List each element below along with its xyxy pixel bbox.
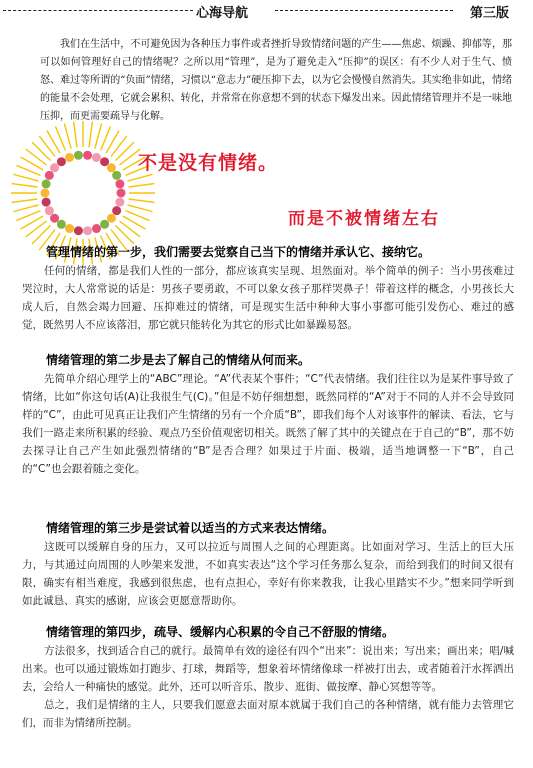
- flower-dot: [107, 163, 116, 172]
- sun-ray: [95, 123, 102, 148]
- section-step-2: [22, 352, 514, 478]
- flower-dot: [57, 220, 66, 229]
- sun-ray: [127, 205, 152, 212]
- closing-paragraph: 总之，我们是情绪的主人，只要我们愿意去面对原本就属于我们自己的各种情绪，就有能力去管理它们，而非为情绪所控制。: [22, 699, 514, 729]
- sun-ray: [39, 136, 55, 157]
- flower-dot: [115, 179, 124, 188]
- section-heading: 情绪管理的第二步是去了解自己的情绪从何而来。: [46, 353, 311, 367]
- edition-label: 第三版: [470, 6, 510, 21]
- flower-dot: [74, 226, 83, 235]
- sun-ray: [116, 142, 134, 160]
- section-step-1: [22, 244, 514, 334]
- sun-ray: [74, 122, 77, 148]
- flower-dot: [57, 157, 66, 166]
- newsletter-title: 心海导航: [196, 6, 249, 21]
- section-body: 方法很多，找到适合自己的就行。最简单有效的途径有四个“出来”：说出来；写出来；画出来；唱/喊出来。也可以通过锻炼如打跑步、打球，舞蹈等，想象着坏情绪像球一样被打出去，或者随着汗水挥洒出去，会给人一种痛快的感觉。此外，还可以听音乐、散步、逛街、做按摩、静心冥想等等。: [22, 645, 514, 693]
- slogan-line-1: 不是没有情绪。: [138, 152, 279, 174]
- section-step-4: [22, 624, 514, 732]
- flower-dot: [92, 153, 101, 162]
- flower-dot: [74, 151, 83, 160]
- intro-paragraph: 我们在生活中，不可避免因为各种压力事件或者挫折导致情绪问题的产生——焦虑、烦躁、抑郁等，那可以如何管理好自己的情绪呢？之所以用“管理”，是为了避免走入“压抑”的误区：有不少人对于生气、愤怒、难过等所谓的“负面”情绪，习惯以“意志力”硬压抑下去，以为它会慢慢自然消失。其实绝非如此，情绪的能量不会处理，它就会累积、转化，并常常在你意想不到的状态下爆发出来。因此情绪管理并不是一味地压抑，而更需要疏导与化解。: [40, 39, 512, 122]
- flower-dot: [45, 206, 54, 215]
- sun-ray: [116, 226, 134, 244]
- page-header: [0, 2, 533, 21]
- sun-ray: [129, 199, 155, 202]
- sun-ray: [26, 221, 47, 237]
- flower-dot: [83, 226, 92, 235]
- slogan-line-2: 而是不被情绪左右: [288, 209, 440, 229]
- flower-dot: [107, 214, 116, 223]
- sun-ray: [13, 205, 38, 212]
- sun-ray: [89, 122, 92, 148]
- section-heading: 情绪管理的第四步，疏导、缓解内心积累的令自己不舒服的情绪。: [46, 625, 395, 639]
- header-rule-left: [3, 10, 193, 11]
- sun-ray: [119, 221, 140, 237]
- sun-ray: [12, 184, 38, 187]
- sun-ray: [13, 174, 38, 181]
- flower-dot: [50, 163, 59, 172]
- flower-dot: [83, 151, 92, 160]
- flower-dot: [115, 198, 124, 207]
- sun-ray: [32, 226, 50, 244]
- flower-dot: [45, 171, 54, 180]
- flower-dot: [112, 171, 121, 180]
- flower-dot: [92, 224, 101, 233]
- flower-dot: [65, 224, 74, 233]
- flower-dot: [65, 153, 74, 162]
- sun-ray: [64, 123, 71, 148]
- sun-ray: [111, 136, 127, 157]
- flower-dot: [42, 179, 51, 188]
- flower-dot: [117, 189, 126, 198]
- sun-ray: [26, 149, 47, 165]
- sun-ray: [127, 174, 152, 181]
- section-step-3: [22, 520, 514, 610]
- section-body: 先简单介绍心理学上的“ABC”理论。“A”代表某个事件；“C”代表情绪。我们往往以为是某件事导致了情绪，比如“你这句话(A)让我很生气(C)。”但是不妨仔细想想，既然同样的“A”对于不同的人并不会导致同样的“C”，由此可见真正让我们产生情绪的另有一个介质“B”，即我们每个人对该事件的解读、看法，它与我们一路走来所积累的经验、观点乃至价值观密切相关。既然了解了其中的关键点在于自己的“B”，那不妨去探寻让自己产生如此强烈情绪的“B”是否合理？如果过于片面、极端，适当地调整一下“B”，自己的“C”也会跟着随之变化。: [22, 373, 514, 475]
- sun-ray: [129, 184, 155, 187]
- header-rule-right: [275, 10, 453, 11]
- flower-dot: [100, 157, 109, 166]
- flower-dot: [100, 220, 109, 229]
- section-heading: 情绪管理的第三步是尝试着以适当的方式来表达情绪。: [46, 521, 335, 535]
- flower-dot: [50, 214, 59, 223]
- sun-ray: [32, 142, 50, 160]
- section-body: 任何的情绪，都是我们人性的一部分，都应该真实呈现、坦然面对。举个简单的例子：当小男孩难过哭泣时，大人常常说的话是：男孩子要勇敢，不可以象女孩子那样哭鼻子！带着这样的概念，小男孩长大成人后，自然会竭力回避、压抑难过的情绪，可是现实生活中种种大事小事都可能引发伤心、难过的感觉，既然男人不应该落泪，那它就只能转化为其它的形式比如暴躁易怒。: [22, 265, 514, 331]
- flower-dot: [41, 189, 50, 198]
- section-heading: 管理情绪的第一步，我们需要去觉察自己当下的情绪并承认它、接纳它。: [46, 245, 431, 259]
- section-body: 这既可以缓解自身的压力，又可以拉近与周围人之间的心理距离。比如面对学习、生活上的巨大压力，与其通过向周围的人吵架来发泄，不如真实表达“这个学习任务那么复杂，而给到我们的时间又很有限，确实有相当难度，我感到很焦虑，也有点担心，幸好有你来教我，让我心里踏实不少。”想来同学听到如此诚恳、真实的感谢，应该会更愿意帮助你。: [22, 541, 514, 607]
- flower-dot: [112, 206, 121, 215]
- sun-ray: [12, 199, 38, 202]
- flower-dot: [42, 198, 51, 207]
